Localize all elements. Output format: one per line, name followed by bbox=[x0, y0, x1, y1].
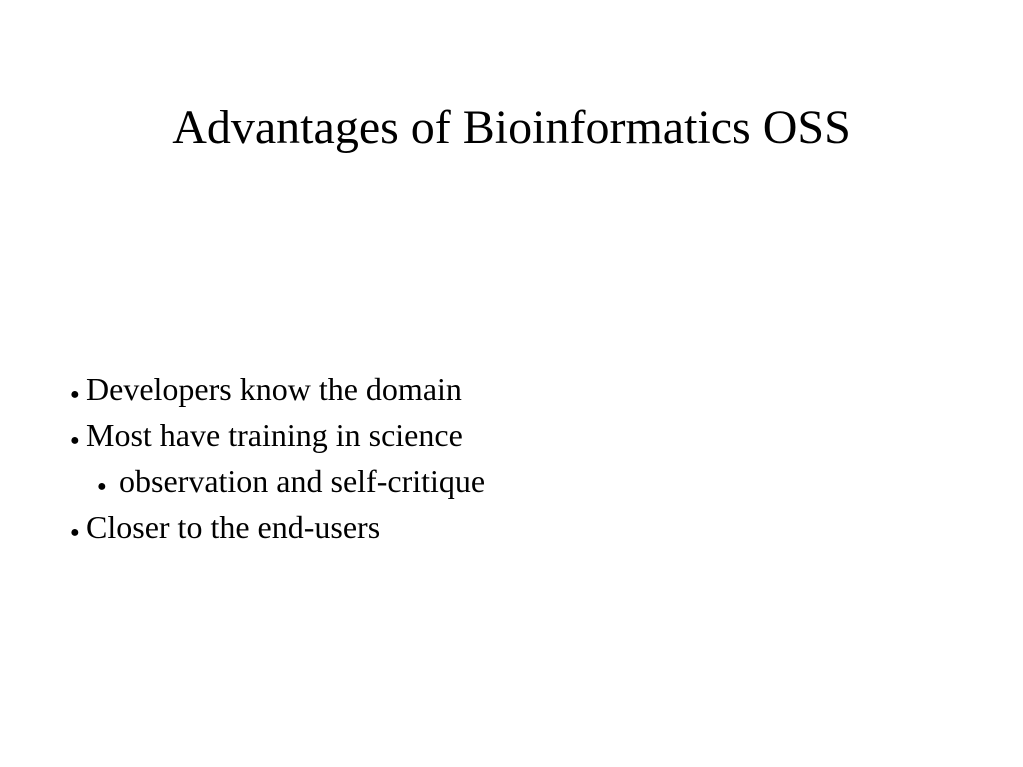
bullet-item bbox=[70, 412, 485, 458]
bullet-text: Most have training in science bbox=[86, 417, 463, 453]
sub-bullet-item bbox=[70, 458, 485, 504]
bullet-item bbox=[70, 366, 485, 412]
bullet-icon: ● bbox=[97, 478, 107, 495]
bullet-text: Closer to the end-users bbox=[86, 509, 381, 545]
bullet-icon: ● bbox=[70, 432, 80, 449]
bullet-icon: ● bbox=[70, 386, 80, 403]
bullet-list bbox=[70, 366, 485, 550]
bullet-text: Developers know the domain bbox=[86, 371, 462, 407]
slide-title: Advantages of Bioinformatics OSS bbox=[172, 101, 851, 154]
bullet-text: observation and self-critique bbox=[119, 463, 486, 499]
bullet-icon: ● bbox=[70, 524, 80, 541]
bullet-item bbox=[70, 504, 485, 550]
